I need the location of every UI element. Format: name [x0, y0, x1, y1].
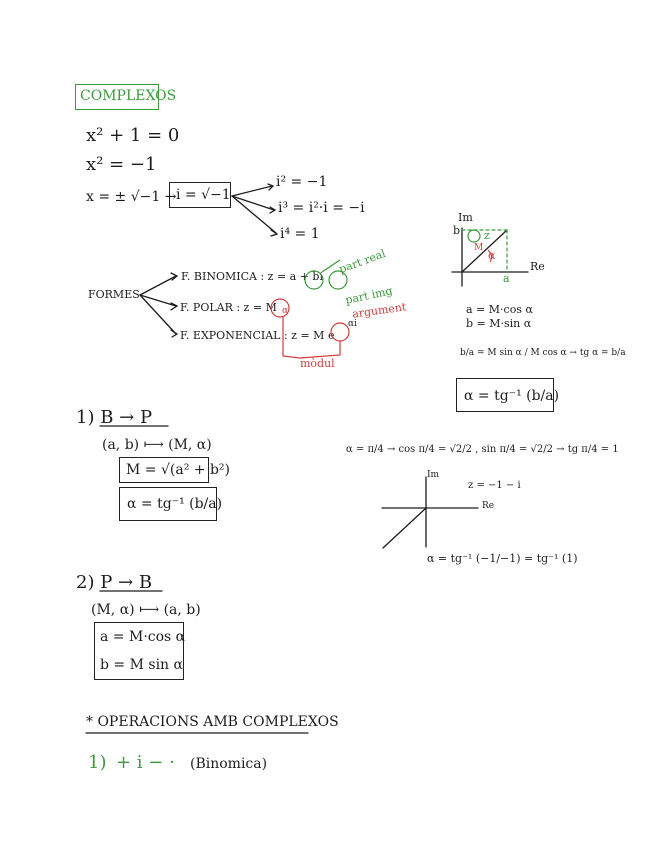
- annotation-part-img: part img: [344, 284, 394, 307]
- section2-a-formula: a = M·cos α: [100, 629, 186, 645]
- annotation-part-real: part real: [337, 247, 388, 276]
- diagram-im-label: Im: [458, 211, 473, 224]
- diagram-alpha-arc: [488, 250, 492, 262]
- section1-map: (a, b) ⟼ (M, α): [102, 437, 212, 453]
- circle-m-exp: [331, 323, 349, 341]
- example-line: α = π/4 → cos π/4 = √2/2 , sin π/4 = √2/2 → tg π/4 = 1: [346, 444, 619, 455]
- example-z-label: z = −1 − i: [468, 480, 521, 491]
- operations-item1-note: (Binomica): [190, 756, 268, 772]
- equation-2: x² = −1: [86, 154, 157, 175]
- relation-ratio: b/a = M sin α / M cos α → tg α = b/a: [460, 348, 626, 358]
- operations-item1-number: 1): [88, 752, 107, 773]
- forma-exponencial: F. EXPONENCIAL : z = M e: [180, 329, 335, 342]
- arrow-to-i3: [232, 196, 274, 210]
- equation-3-box: i = √−1: [176, 187, 231, 203]
- circle-m: [271, 299, 289, 317]
- section1-alpha-formula: α = tg⁻¹ (b/a): [127, 496, 223, 512]
- example-result: α = tg⁻¹ (−1/−1) = tg⁻¹ (1): [427, 552, 578, 565]
- diagram-b-label: b: [453, 224, 461, 237]
- section2-map: (M, α) ⟼ (a, b): [91, 602, 201, 618]
- arrow-to-i2: [232, 186, 272, 196]
- relation-box-text: α = tg⁻¹ (b/a): [464, 388, 560, 404]
- diagram-re-label: Re: [530, 260, 545, 273]
- example-vector: [383, 508, 426, 548]
- diagram-vector: [462, 230, 507, 272]
- diagram-z-label: z: [484, 229, 490, 242]
- annotation-argument: argument: [351, 300, 408, 321]
- forma-polar-sub: α: [282, 306, 289, 316]
- power-i3: i³ = i²·i = −i: [278, 200, 365, 216]
- section1-m-formula: M = √(a² + b²): [126, 462, 230, 478]
- section2-title: 2) P → B: [76, 572, 153, 593]
- page-title: COMPLEXOS: [80, 88, 177, 104]
- annotation-modul: mòdul: [300, 357, 335, 370]
- example-re-label: Re: [482, 501, 495, 511]
- arrow-to-i4: [232, 196, 276, 233]
- diagram-alpha-label: α: [488, 249, 496, 262]
- circle-b: [329, 271, 347, 289]
- diagram-m-label: M: [474, 243, 484, 253]
- section2-b-formula: b = M sin α: [100, 657, 183, 673]
- forma-polar: F. POLAR : z = M: [180, 301, 277, 314]
- equation-3-lhs: x = ± √−1 →: [86, 189, 177, 205]
- equation-1: x² + 1 = 0: [86, 125, 180, 146]
- circle-a: [305, 271, 323, 289]
- relation-b: b = M·sin α: [466, 317, 532, 330]
- operations-title: * OPERACIONS AMB COMPLEXOS: [86, 714, 339, 730]
- section1-title: 1) B → P: [76, 407, 153, 428]
- forma-exp-sup: αi: [348, 319, 357, 329]
- forma-binomica: F. BINOMICA : z = a + bi: [181, 270, 323, 283]
- example-im-label: Im: [427, 470, 440, 480]
- relation-a: a = M·cos α: [466, 303, 533, 316]
- operations-item1-ops: + i − ·: [116, 752, 175, 773]
- power-i4: i⁴ = 1: [280, 226, 320, 242]
- arrow-to-binomica: [140, 276, 176, 295]
- power-i2: i² = −1: [276, 174, 328, 190]
- formes-label: FORMES: [88, 288, 140, 301]
- diagram-a-label: a: [503, 272, 510, 285]
